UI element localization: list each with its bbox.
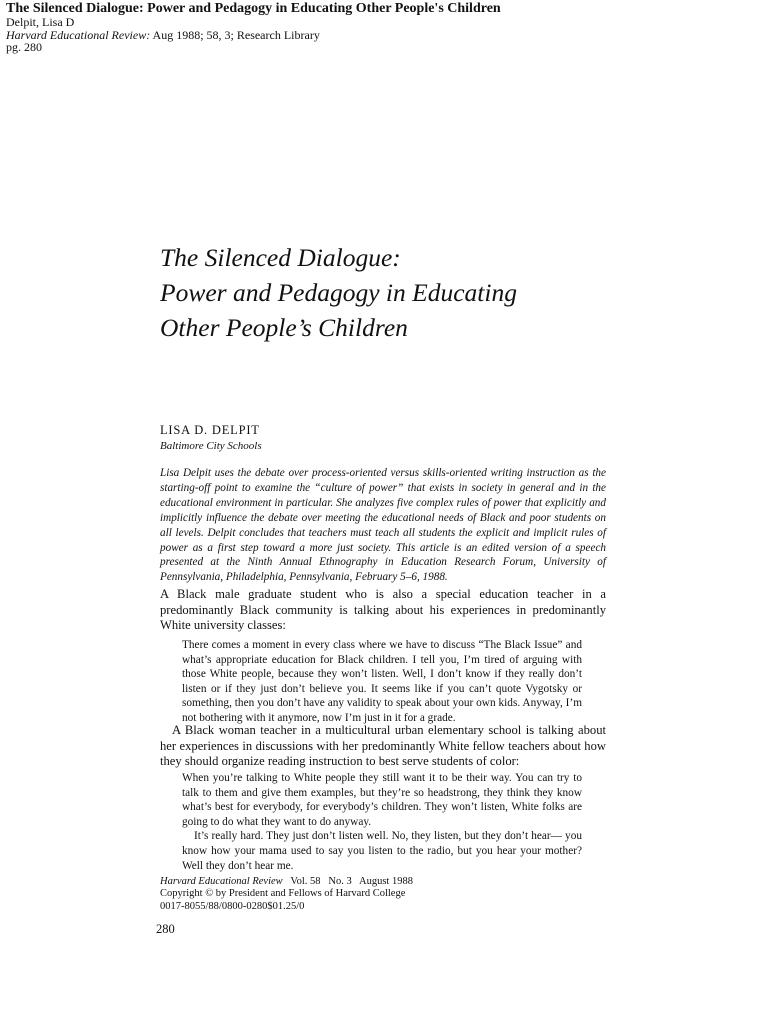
block-quote: There comes a moment in every class where we have to discuss “The Black Issue” and what’s appropriate education for Black children. I tell you, I’m tired of arguing with those White people, because they won’t listen. Well, I don’t know if they really don’t listen or if they just don’t believe you. It seems like if you can’t quote Vygotsky or something, then you don’t have any validity to speak about your own kids. Anyway, I’m not bothering with it anymore, now I’m just in it for a grade.: [182, 639, 582, 724]
footer-volume-info: Vol. 58 No. 3 August 1988: [282, 876, 413, 887]
body-paragraph: A Black woman teacher in a multicultural urban elementary school is talking about her experiences in discussions with her predominantly White fellow teachers about how they should organize reading instruction to best serve students of color:: [160, 723, 606, 768]
footer-code: 0017-8055/88/0800-0280$01.25/0: [160, 900, 305, 912]
block-quote: [182, 771, 582, 873]
article-title: [160, 240, 517, 345]
article-title-line: The Silenced Dialogue:: [160, 243, 401, 272]
block-quote-paragraph: It’s really hard. They just don’t listen well. No, they listen, but they don’t hear— you know how your mama used to say you listen to the radio, but you hear your mother? Well they don’t hear me.: [182, 830, 582, 872]
citation-journal: Harvard Educational Review:: [6, 27, 151, 42]
journal-footer: [160, 876, 413, 913]
citation-header: [6, 1, 501, 54]
block-quote-paragraph: When you’re talking to White people they still want it to be their way. You can try to talk to them and give them examples, but they’re so headstrong, they think they know what’s best for everybody, for everybody’s children. They won’t listen, White folks are going to do what they want to do anyway.: [182, 772, 582, 828]
page-number: 280: [156, 922, 175, 936]
article-author: LISA D. DELPIT: [160, 423, 260, 437]
citation-source: [6, 29, 501, 42]
citation-issue: Aug 1988; 58, 3; Research Library: [150, 27, 320, 42]
article-abstract: Lisa Delpit uses the debate over process-oriented versus skills-oriented writing instruction as the starting-off point to examine the “culture of power” that exists in society in general and in the educational environment in particular. She analyzes five complex rules of power that explicitly and implicitly influence the debate over meeting the educational needs of Black and poor students on all levels. Delpit concludes that teachers must teach all students the explicit and implicit rules of power as a first step toward a more just society. This article is an edited version of a speech presented at the Ninth Annual Ethnography in Education Research Forum, University of Pennsylvania, Philadelphia, Pennsylvania, February 5–6, 1988.: [160, 467, 606, 584]
footer-journal-line: [160, 876, 413, 888]
article-title-line: Other People’s Children: [160, 313, 408, 342]
citation-title: The Silenced Dialogue: Power and Pedagogy in Educating Other People's Children: [6, 1, 501, 16]
citation-author: Delpit, Lisa D: [6, 15, 75, 29]
citation-page: pg. 280: [6, 40, 42, 54]
article-affiliation: Baltimore City Schools: [160, 440, 262, 452]
footer-copyright: Copyright © by President and Fellows of Harvard College: [160, 888, 406, 900]
body-paragraph: A Black male graduate student who is also a special education teacher in a predominantly Black community is talking about his experiences in predominantly White university classes:: [160, 587, 606, 632]
footer-journal-name: Harvard Educational Review: [160, 876, 283, 887]
article-title-line: Power and Pedagogy in Educating: [160, 278, 517, 307]
